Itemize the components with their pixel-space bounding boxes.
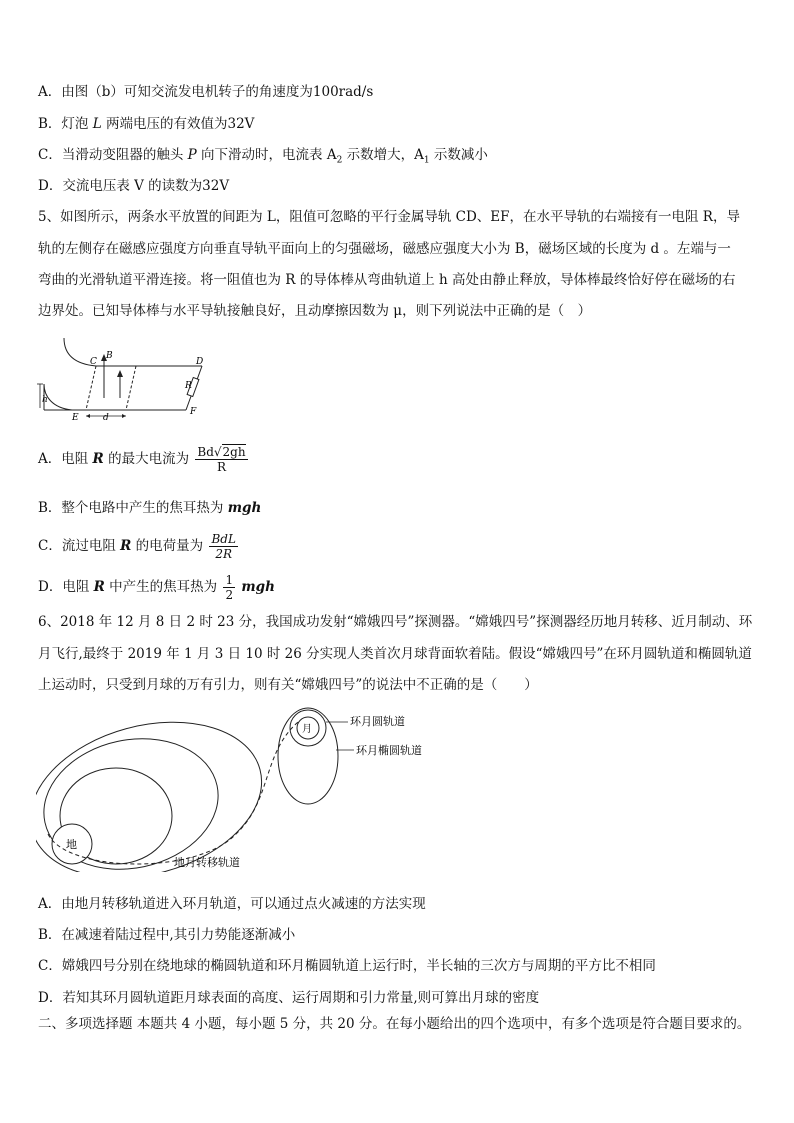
q5-option-a-denominator: R bbox=[216, 460, 226, 474]
q6-option-b: B．在减速着陆过程中,其引力势能逐渐减小 bbox=[38, 927, 296, 943]
q5-option-c-denominator: 2R bbox=[215, 547, 233, 561]
q5-option-b-pre: B．整个电路中产生的焦耳热为 bbox=[38, 500, 224, 516]
q5-rail-diagram bbox=[36, 336, 212, 424]
q6-option-d: D．若知其环月圆轨道距月球表面的高度、运行周期和引力常量,则可算出月球的密度 bbox=[38, 990, 540, 1006]
label-h: h bbox=[42, 395, 48, 405]
q4-option-c-var: P bbox=[187, 147, 197, 163]
q5-option-a-mid: 的最大电流为 bbox=[108, 451, 190, 467]
q5-option-a-num-radicand: 2gh bbox=[222, 445, 246, 459]
label-e: E bbox=[72, 413, 79, 423]
q4-option-b-post: 两端电压的有效值为32V bbox=[105, 116, 255, 132]
q5-option-a-num-bd: Bd bbox=[197, 445, 214, 459]
q5-option-a-numerator: Bd√2gh bbox=[197, 445, 246, 459]
q6-option-a: A．由地月转移轨道进入环月轨道，可以通过点火减速的方法实现 bbox=[38, 896, 426, 912]
q5-option-c-var: R bbox=[120, 538, 132, 554]
q5-stem-line-4: 边界处。已知导体棒与水平导轨接触良好，且动摩擦因数为 μ，则下列说法中正确的是（ ） bbox=[38, 303, 592, 319]
q4-option-c bbox=[38, 146, 488, 170]
q4-option-a: A．由图（b）可知交流发电机转子的角速度为100rad/s bbox=[38, 84, 374, 100]
q6-stem-line-1: 6、2018 年 12 月 8 日 2 时 23 分，我国成功发射“嫦娥四号”探测器。“嫦娥四号”探测器经历地月转移、近月制动、环 bbox=[38, 614, 753, 630]
q5-stem-line-1: 5、如图所示，两条水平放置的间距为 L，阻值可忽略的平行金属导轨 CD、EF，在水平导轨的右端接有一电阻 R，导 bbox=[38, 209, 740, 225]
q4-option-b bbox=[38, 115, 254, 133]
q5-option-c-fraction bbox=[209, 532, 237, 561]
q5-stem-line-3: 弯曲的光滑轨道平滑连接。将一阻值也为 R 的导体棒从弯曲轨道上 h 高处由静止释放，导体棒最终恰好停在磁场的右 bbox=[38, 272, 736, 288]
q4-option-c-post: 示数减小 bbox=[433, 147, 488, 163]
q4-option-b-pre: B．灯泡 bbox=[38, 116, 89, 132]
q5-option-b bbox=[38, 499, 261, 517]
q5-option-b-expr: mgh bbox=[227, 500, 262, 516]
q6-option-c: C．嫦娥四号分别在绕地球的椭圆轨道和环月椭圆轨道上运行时，半长轴的三次方与周期的平方比不相同 bbox=[38, 958, 656, 974]
q6-orbit-diagram bbox=[36, 704, 466, 872]
q5-option-d-var: R bbox=[93, 579, 105, 595]
q5-option-a bbox=[38, 445, 250, 474]
q5-option-d-fraction bbox=[223, 573, 235, 602]
q4-option-d: D．交流电压表 V 的读数为32V bbox=[38, 178, 230, 194]
q5-option-d-numerator: 1 bbox=[225, 573, 234, 587]
q4-option-c-mid: 向下滑动时，电流表 A bbox=[201, 147, 337, 163]
q5-option-d bbox=[38, 573, 275, 602]
q5-option-c-pre: C．流过电阻 bbox=[38, 538, 116, 554]
ellipse-orbit-label: 环月椭圆轨道 bbox=[356, 744, 422, 757]
moon-label: 月 bbox=[302, 724, 312, 735]
label-c: C bbox=[90, 357, 97, 367]
q4-option-c-sub2: 1 bbox=[423, 155, 430, 166]
q5-option-c-numerator: BdL bbox=[211, 532, 236, 546]
q5-option-d-mid: 中产生的焦耳热为 bbox=[109, 579, 218, 595]
label-d-length: d bbox=[103, 413, 109, 423]
q5-option-d-pre: D．电阻 bbox=[38, 579, 90, 595]
q5-option-a-fraction bbox=[195, 445, 247, 474]
earth-label: 地 bbox=[66, 838, 77, 851]
label-d: D bbox=[196, 357, 204, 367]
q5-option-c-mid: 的电荷量为 bbox=[135, 538, 204, 554]
q4-option-c-mid2: 示数增大，A bbox=[346, 147, 424, 163]
q5-option-a-var: R bbox=[92, 451, 104, 467]
q4-option-c-sub1: 2 bbox=[336, 155, 343, 166]
q6-stem-line-3: 上运动时，只受到月球的万有引力，则有关“嫦娥四号”的说法中不正确的是（ ） bbox=[38, 677, 538, 693]
q6-stem-line-2: 月飞行,最终于 2019 年 1 月 3 日 10 时 26 分实现人类首次月球背面软着陆。假设“嫦娥四号”在环月圆轨道和椭圆轨道 bbox=[38, 646, 752, 662]
label-r: R bbox=[185, 381, 192, 391]
q4-option-c-pre: C．当滑动变阻器的触头 bbox=[38, 147, 184, 163]
q5-option-d-denominator: 2 bbox=[225, 588, 234, 602]
q4-option-b-var: L bbox=[92, 116, 102, 132]
transfer-orbit-label: 地月转移轨道 bbox=[174, 856, 240, 869]
q5-option-a-pre: A．电阻 bbox=[38, 451, 89, 467]
q5-stem-line-2: 轨的左侧存在磁感应强度方向垂直导轨平面向上的匀强磁场，磁感应强度大小为 B，磁场区域的长度为 d 。左端与一 bbox=[38, 241, 731, 257]
section-2-heading: 二、多项选择题 本题共 4 小题，每小题 5 分，共 20 分。在每小题给出的四个选项中，有多个选项是符合题目要求的。 bbox=[38, 1016, 751, 1032]
circle-orbit-label: 环月圆轨道 bbox=[350, 715, 405, 728]
label-f: F bbox=[190, 407, 197, 417]
q5-option-d-expr: mgh bbox=[241, 579, 275, 595]
q5-option-c bbox=[38, 532, 240, 561]
label-b: B bbox=[106, 351, 113, 361]
